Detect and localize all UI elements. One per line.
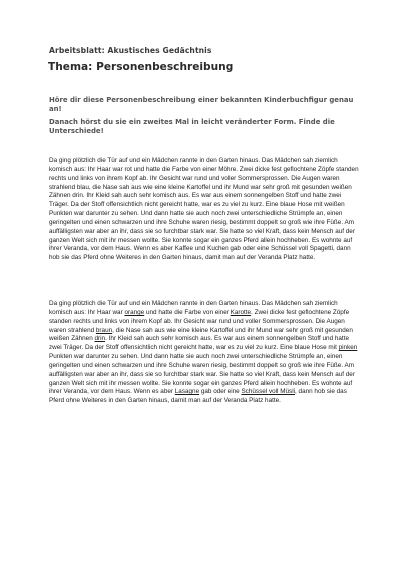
changed-word: pinken [338,344,358,352]
changed-word: Karotte [230,308,252,316]
changed-word: drin [94,335,106,343]
passage-text-segment: Da ging plötzlich die Tür auf und ein Mädchen rannte in den Garten hinaus. Das Mädchen sah ziemlich komisch aus: Ihr Haar war [49,300,338,316]
passage-text-segment: und hatte die Farbe von einer [144,308,231,316]
changed-word: braun [95,326,113,334]
passage-text-segment: . Zwei dicke fest geflochtene Zöpfe standen rechts und links von ihrem Kopf ab. Ihr Gesicht war rund und voller Sommersprossen. Die Augen waren strahlend [49,308,350,334]
modified-passage [49,300,361,406]
changed-word: Lasagne [174,388,200,396]
instruction-listen: Höre dir diese Personenbeschreibung einer bekannten Kinderbuchfigur genau an! [49,96,354,114]
theme-title: Thema: Personenbeschreibung [48,61,234,73]
changed-word: orange [124,308,145,316]
instruction-find-differences: Danach hörst du sie ein zweites Mal in leicht veränderter Form. Finde die Unterschiede! [49,118,335,136]
passage-text-segment: Punkten war darunter zu sehen. Und dann hatte sie auch noch zwei unterschiedliche Strümpfe an, einen geringelten und einen schwarzen und ihre Schuhe waren riesig, bestimmt doppelt so groß wie ihre Füße. Am auffälligsten war aber an ihr, dass sie so furchtbar stark war. Sie hatte so viel Kraft, dass kein Mensch auf der ganzen Welt sich mit ihr messen wollte. Sie konnte sogar ein ganzes Pferd allein hochheben. Es wohnte auf ihrer Veranda, vor dem Haus. Wenn es aber [49,353,355,396]
passage-text-segment: gab oder eine [199,388,242,396]
passage-text-segment: . Ihr Kleid sah auch sehr komisch aus. Es war aus einem sonnengelben Stoff und hatte zwei Träger. Da der Stoff offensichtlich nicht gereicht hatte, war es zu viel zu kurz. Eine blaue Hose mit [49,335,349,352]
changed-word: Schüssel voll Müsli [241,388,296,396]
passage-text-segment: , dann hob sie das Pferd ohne Weiteres in den Garten hinaus, damit man auf der Veranda Platz hatte. [49,388,347,405]
passage-text-segment: , die Nase sah aus wie eine kleine Kartoffel und ihr Mund war sehr groß mit gesunden weißen Zähnen [49,326,353,343]
worksheet-header-label: Arbeitsblatt: Akustisches Gedächtnis [49,46,212,55]
original-passage: Da ging plötzlich die Tür auf und ein Mädchen rannte in den Garten hinaus. Das Mädchen sah ziemlich komisch aus: Ihr Haar war rot und hatte die Farbe von einer Möhre. Zwei dicke fest geflochtene Zöpfe standen rechts und links von ihrem Kopf ab. Ihr Gesicht war rund und voller Sommersprossen. Die Augen waren strahlend blau, die Nase sah aus wie eine kleine Kartoffel und ihr Mund war sehr groß mit gesunden weißen Zähnen drin. Ihr Kleid sah auch sehr komisch aus. Es war aus einem sonnengelben Stoff und hatte zwei Träger. Da der Stoff offensichtlich nicht gereicht hatte, war es zu viel zu kurz. Eine blaue Hose mit weißen Punkten war darunter zu sehen. Und dann hatte sie auch noch zwei unterschiedliche Strümpfe an, einen geringelten und einen schwarzen und ihre Schuhe waren riesig, bestimmt doppelt so groß wie ihre Füße. Am auffälligsten war aber an ihr, dass sie so furchtbar stark war. Sie hatte so viel Kraft, dass kein Mensch auf der ganzen Welt sich mit ihr messen wollte. Sie konnte sogar ein ganzes Pferd allein hochheben. Es wohnte auf ihrer Veranda, vor dem Haus. Wenn es aber Kaffee und Kuchen gab oder eine Schüssel voll Spagetti, dann hob sie das Pferd ohne Weiteres in den Garten hinaus, damit man auf der Veranda Platz hatte. [49,157,359,262]
